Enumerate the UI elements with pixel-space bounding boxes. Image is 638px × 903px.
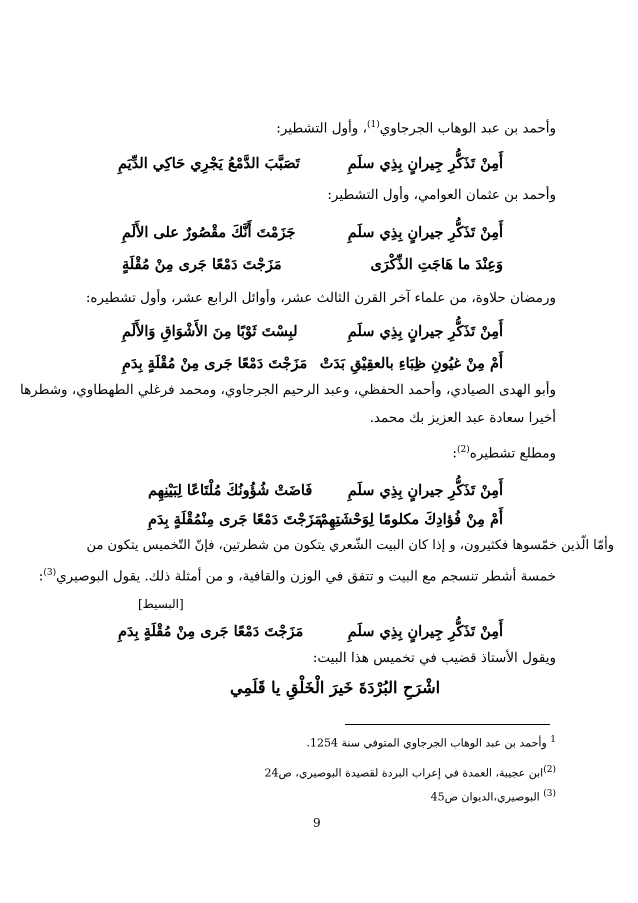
footnote-text: البوصيري،الديوان ص45 bbox=[430, 790, 544, 804]
verse-right-hemistich: أَمِنْ تَذَكُّرِ جيرانٍ بِذِي سلَمِ bbox=[347, 482, 503, 499]
paragraph-text: ومطلع تشطيره bbox=[469, 445, 556, 462]
paragraph-awami: وأحمد بن عثمان العوامي، وأول التشطير: bbox=[327, 187, 556, 203]
paragraph-sayyadi: وأبو الهدى الصيادي، وأحمد الحفظي، وعبد الرحيم الجرجاوي، ومحمد فرغلي الطهطاوي، وشطرها bbox=[19, 382, 556, 398]
paragraph-text-end: ، وأول التشطير: bbox=[276, 120, 367, 137]
final-verse: اشْرَحِ البُرْدَةَ خَيرَ الْخَلْقِ يا قَلَمِي bbox=[230, 678, 441, 697]
verse-left-hemistich: فَاضَتْ شُؤُونُكَ مُلْتَاعًا لِبَيْنِهِم bbox=[148, 482, 313, 499]
footnote-mark: (2) bbox=[543, 765, 556, 775]
footnote-mark: 1 bbox=[550, 735, 556, 745]
paragraph-jurjawi bbox=[276, 120, 556, 137]
paragraph-halawa: ورمضان حلاوة، من علماء آخر القرن الثالث عشر، وأوائل الرابع عشر، وأول تشطيره: bbox=[85, 290, 556, 306]
verse-right-hemistich: وَعِنْدَ ما هَاجَتِ الذِّكْرَى bbox=[370, 256, 503, 273]
verse-right-hemistich: أَمْ مِنْ فُؤادِكَ مكلومًا لِوَحْشَتِهِمْ bbox=[319, 511, 503, 528]
verse-right-hemistich: أَمِنْ تَذَكُّرِ جِيرانٍ بِذِي سلَمِ bbox=[347, 623, 503, 640]
footnote-divider bbox=[345, 724, 550, 725]
verse-left-hemistich: لبِسْتَ ثَوْبًا مِنَ الأَشْوَاقِ وَالأَلَمِ bbox=[122, 323, 298, 340]
paragraph-takhmis-cont bbox=[39, 568, 556, 585]
paragraph-sayyadi-cont: أخيرا سعادة عبد العزيز بك محمد. bbox=[369, 410, 556, 426]
paragraph-qadib: ويقول الأستاذ قضيب في تخميس هذا البيت: bbox=[312, 650, 556, 666]
verse-left-hemistich: مَزَجْتَ دَمْعًا جَرى مِنْ مُقْلَةٍ bbox=[122, 256, 282, 273]
footnote-ref: (2) bbox=[456, 445, 470, 455]
meter-label: [البسيط] bbox=[138, 597, 184, 611]
verse-left-hemistich: تَصَبَّبَ الدَّمْعُ يَجْرِي حَاكِي الدِّيَمِ bbox=[118, 155, 300, 172]
footnote-text: ابن عجيبة، العمدة في إعراب البردة لقصيدة البوصيري، ص24 bbox=[264, 766, 544, 780]
verse-left-hemistich: مَزَجْتَ دَمْعًا جَرى مِنْ مُقْلَةٍ بِدَمِ bbox=[118, 623, 304, 640]
verse-right-hemistich: أَمِنْ تَذَكُّرِ جيرانٍ بِذِي سلَمِ bbox=[347, 224, 503, 241]
paragraph-text-end: : bbox=[38, 568, 44, 585]
footnote-ref: (3) bbox=[43, 568, 57, 578]
paragraph-takhmis: وأمّا الّذين خمّسوها فكثيرون، و إذا كان البيت الشّعري يتكون من شطرتين، فإنّ التّخميس يتكون من bbox=[86, 538, 614, 553]
page-number: 9 bbox=[313, 816, 321, 830]
paragraph-text: وأحمد بن عبد الوهاب الجرجاوي bbox=[379, 120, 556, 137]
footnote-ref: (1) bbox=[366, 120, 380, 130]
footnote-text: وأحمد بن عبد الوهاب الجرجاوي المتوفي سنة 1254. bbox=[306, 736, 547, 750]
verse-left-hemistich: جَزَمْتَ أَنَّكَ مقْصُورٌ على الأَلَمِ bbox=[122, 224, 296, 241]
verse-right-hemistich: أَمِنْ تَذَكُّرِ جيرانٍ بِذِي سلَمِ bbox=[347, 323, 503, 340]
paragraph-text: خمسة أشطر تنسجم مع البيت و تتفق في الوزن والقافية، و من أمثلة ذلك. يقول البوصيري bbox=[56, 568, 556, 585]
footnote-3 bbox=[431, 789, 556, 804]
verse-left-hemistich: مَزَجْتَ دَمْعًا جَرى مِنْ مُقْلَةٍ بِدَمِ bbox=[122, 355, 308, 372]
paragraph-text-end: : bbox=[452, 445, 457, 462]
footnote-1 bbox=[307, 735, 556, 750]
verse-right-hemistich: أَمْ مِنْ غيُونِ ظِبَاءِ بالعقِيْقِ بَدَتْ bbox=[319, 355, 503, 372]
paragraph-matla bbox=[452, 445, 556, 462]
footnote-2 bbox=[265, 765, 557, 780]
verse-right-hemistich: أَمِنْ تَذَكُّرِ جِيرانٍ بِذِي سلَمِ bbox=[347, 155, 503, 172]
verse-left-hemistich: مَزَجْتَ دَمْعًا جَرى مِنْمُقْلَةٍ بِدَمِ bbox=[148, 511, 323, 528]
footnote-mark: (3) bbox=[543, 789, 556, 799]
